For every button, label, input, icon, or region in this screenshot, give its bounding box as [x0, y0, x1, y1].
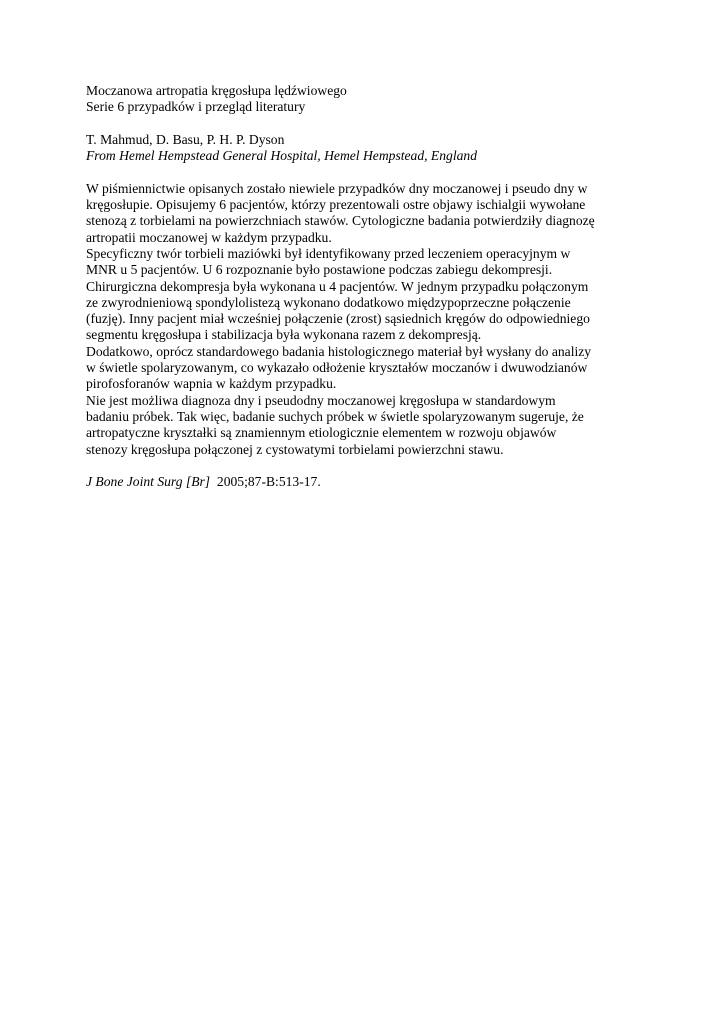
- document-title: Moczanowa artropatia kręgosłupa lędźwiowego: [86, 83, 347, 98]
- affiliation: From Hemel Hempstead General Hospital, Hemel Hempstead, England: [86, 148, 477, 164]
- spacer: [86, 116, 646, 132]
- abstract-line: w świetle spolaryzowanym, co wykazało odłożenie kryształów moczanów i dwuwodzianów: [86, 360, 588, 376]
- abstract-line: MNR u 5 pacjentów. U 6 rozpoznanie było postawione podczas zabiegu dekompresji.: [86, 262, 553, 278]
- abstract-body: [86, 181, 646, 458]
- citation-reference: 2005;87-B:513-17.: [216, 474, 321, 490]
- abstract-line: W piśmiennictwie opisanych zostało niewiele przypadków dny moczanowej i pseudo dny w: [86, 180, 588, 196]
- abstract-line: Specyficzny twór torbieli maziówki był identyfikowany przed leczeniem operacyjnym w: [86, 245, 571, 261]
- abstract-line: (fuzję). Inny pacjent miał wcześniej połączenie (zrost) sąsiednich kręgów do odpowiedniego: [86, 311, 590, 327]
- abstract-line: segmentu kręgosłupa i stabilizacja była wykonana razem z dekompresją.: [86, 327, 482, 343]
- abstract-line: badaniu próbek. Tak więc, badanie suchych próbek w świetle spolaryzowanym sugeruje, że: [86, 408, 584, 424]
- title-block: [86, 83, 646, 116]
- abstract-line: Dodatkowo, oprócz standardowego badania histologicznego materiał był wysłany do analizy: [86, 343, 592, 359]
- abstract-line: Nie jest możliwa diagnoza dny i pseudodny moczanowej kręgosłupa w standardowym: [86, 392, 556, 408]
- abstract-line: artropatyczne kryształki są znamiennym etiologicznie elementem w rozwoju objawów: [86, 425, 557, 441]
- document-subtitle: Serie 6 przypadków i przegląd literatury: [86, 99, 306, 115]
- authors: T. Mahmud, D. Basu, P. H. P. Dyson: [86, 131, 285, 147]
- authors-block: [86, 132, 646, 165]
- abstract-line: artropatii moczanowej w każdym przypadku.: [86, 229, 332, 245]
- citation: [86, 474, 646, 490]
- abstract-line: Chirurgiczna dekompresja była wykonana u 4 pacjentów. W jednym przypadku połączonym: [86, 278, 589, 294]
- citation-journal: J Bone Joint Surg [Br]: [86, 474, 211, 490]
- abstract-line: kręgosłupie. Opisujemy 6 pacjentów, którzy prezentowali ostre objawy ischialgii wywołane: [86, 197, 586, 213]
- spacer: [86, 164, 646, 180]
- abstract-line: pirofosforanów wapnia w każdym przypadku.: [86, 376, 337, 392]
- abstract-line: stenozy kręgosłupa połączonej z cystowatymi torbielami powierzchni stawu.: [86, 441, 504, 457]
- document-page: [86, 83, 646, 490]
- abstract-line: ze zwyrodnieniową spondylolistezą wykonano dodatkowo międzypoprzeczne połączenie: [86, 294, 571, 310]
- spacer: [86, 458, 646, 474]
- abstract-line: stenozą z torbielami na powierzchniach stawów. Cytologiczne badania potwierdziły diagnozę: [86, 213, 595, 229]
